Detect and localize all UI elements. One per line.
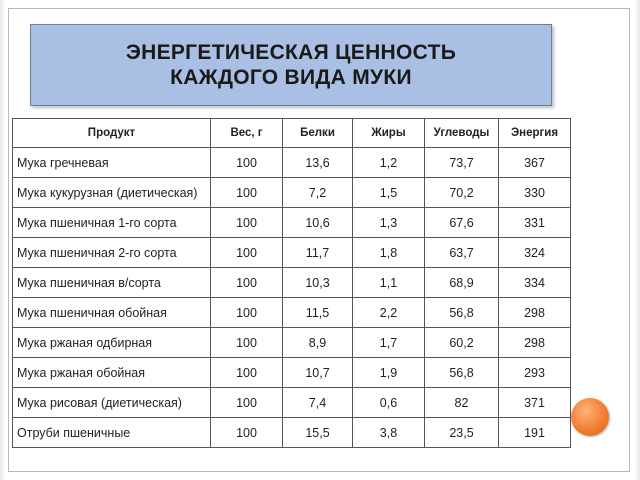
left-decor-rail [0, 0, 6, 480]
header-energy: Энергия [499, 119, 571, 148]
nutrition-table-container [12, 118, 570, 440]
cell-product: Мука рисовая (диетическая) [13, 388, 211, 418]
header-weight: Вес, г [211, 119, 283, 148]
title-line-1: ЭНЕРГЕТИЧЕСКАЯ ЦЕННОСТЬ [125, 41, 457, 64]
cell-weight: 100 [211, 388, 283, 418]
cell-fat: 1,8 [353, 238, 425, 268]
cell-fat: 1,3 [353, 208, 425, 238]
cell-carbs: 56,8 [425, 358, 499, 388]
cell-fat: 2,2 [353, 298, 425, 328]
cell-protein: 7,4 [283, 388, 353, 418]
table-row [13, 148, 571, 178]
cell-protein: 10,7 [283, 358, 353, 388]
cell-carbs: 73,7 [425, 148, 499, 178]
cell-weight: 100 [211, 328, 283, 358]
cell-weight: 100 [211, 268, 283, 298]
cell-weight: 100 [211, 418, 283, 448]
cell-weight: 100 [211, 208, 283, 238]
cell-carbs: 70,2 [425, 178, 499, 208]
cell-product: Мука ржаная одбирная [13, 328, 211, 358]
cell-carbs: 67,6 [425, 208, 499, 238]
cell-product: Мука пшеничная в/сорта [13, 268, 211, 298]
cell-energy: 298 [499, 328, 571, 358]
cell-product: Отруби пшеничные [13, 418, 211, 448]
cell-weight: 100 [211, 298, 283, 328]
cell-fat: 1,2 [353, 148, 425, 178]
cell-weight: 100 [211, 178, 283, 208]
cell-product: Мука кукурузная (диетическая) [13, 178, 211, 208]
cell-carbs: 63,7 [425, 238, 499, 268]
cell-carbs: 23,5 [425, 418, 499, 448]
cell-protein: 8,9 [283, 328, 353, 358]
cell-carbs: 82 [425, 388, 499, 418]
cell-energy: 367 [499, 148, 571, 178]
table-row [13, 298, 571, 328]
table-row [13, 328, 571, 358]
table-body [13, 148, 571, 448]
cell-protein: 10,6 [283, 208, 353, 238]
cell-protein: 10,3 [283, 268, 353, 298]
cell-energy: 371 [499, 388, 571, 418]
table-row [13, 388, 571, 418]
cell-product: Мука пшеничная 1-го сорта [13, 208, 211, 238]
cell-fat: 1,9 [353, 358, 425, 388]
cell-weight: 100 [211, 358, 283, 388]
cell-product: Мука гречневая [13, 148, 211, 178]
nutrition-table [12, 118, 571, 448]
table-row [13, 268, 571, 298]
title-line-2: КАЖДОГО ВИДА МУКИ [170, 66, 412, 89]
cell-protein: 11,5 [283, 298, 353, 328]
cell-protein: 13,6 [283, 148, 353, 178]
header-fat: Жиры [353, 119, 425, 148]
cell-energy: 293 [499, 358, 571, 388]
cell-protein: 15,5 [283, 418, 353, 448]
table-row [13, 238, 571, 268]
cell-carbs: 68,9 [425, 268, 499, 298]
cell-fat: 1,7 [353, 328, 425, 358]
cell-fat: 3,8 [353, 418, 425, 448]
cell-product: Мука ржаная обойная [13, 358, 211, 388]
cell-fat: 1,1 [353, 268, 425, 298]
cell-protein: 7,2 [283, 178, 353, 208]
cell-energy: 331 [499, 208, 571, 238]
cell-energy: 324 [499, 238, 571, 268]
cell-product: Мука пшеничная обойная [13, 298, 211, 328]
orange-circle-decoration [571, 398, 609, 436]
table-row [13, 208, 571, 238]
header-carbs: Углеводы [425, 119, 499, 148]
cell-weight: 100 [211, 238, 283, 268]
slide-title [30, 24, 552, 106]
table-header-row [13, 119, 571, 148]
table-row [13, 178, 571, 208]
cell-weight: 100 [211, 148, 283, 178]
cell-fat: 1,5 [353, 178, 425, 208]
table-row [13, 418, 571, 448]
cell-energy: 330 [499, 178, 571, 208]
cell-energy: 298 [499, 298, 571, 328]
cell-fat: 0,6 [353, 388, 425, 418]
cell-product: Мука пшеничная 2-го сорта [13, 238, 211, 268]
table-row [13, 358, 571, 388]
header-protein: Белки [283, 119, 353, 148]
cell-protein: 11,7 [283, 238, 353, 268]
cell-carbs: 60,2 [425, 328, 499, 358]
cell-carbs: 56,8 [425, 298, 499, 328]
cell-energy: 334 [499, 268, 571, 298]
header-product: Продукт [13, 119, 211, 148]
right-decor-rail [634, 0, 640, 480]
cell-energy: 191 [499, 418, 571, 448]
